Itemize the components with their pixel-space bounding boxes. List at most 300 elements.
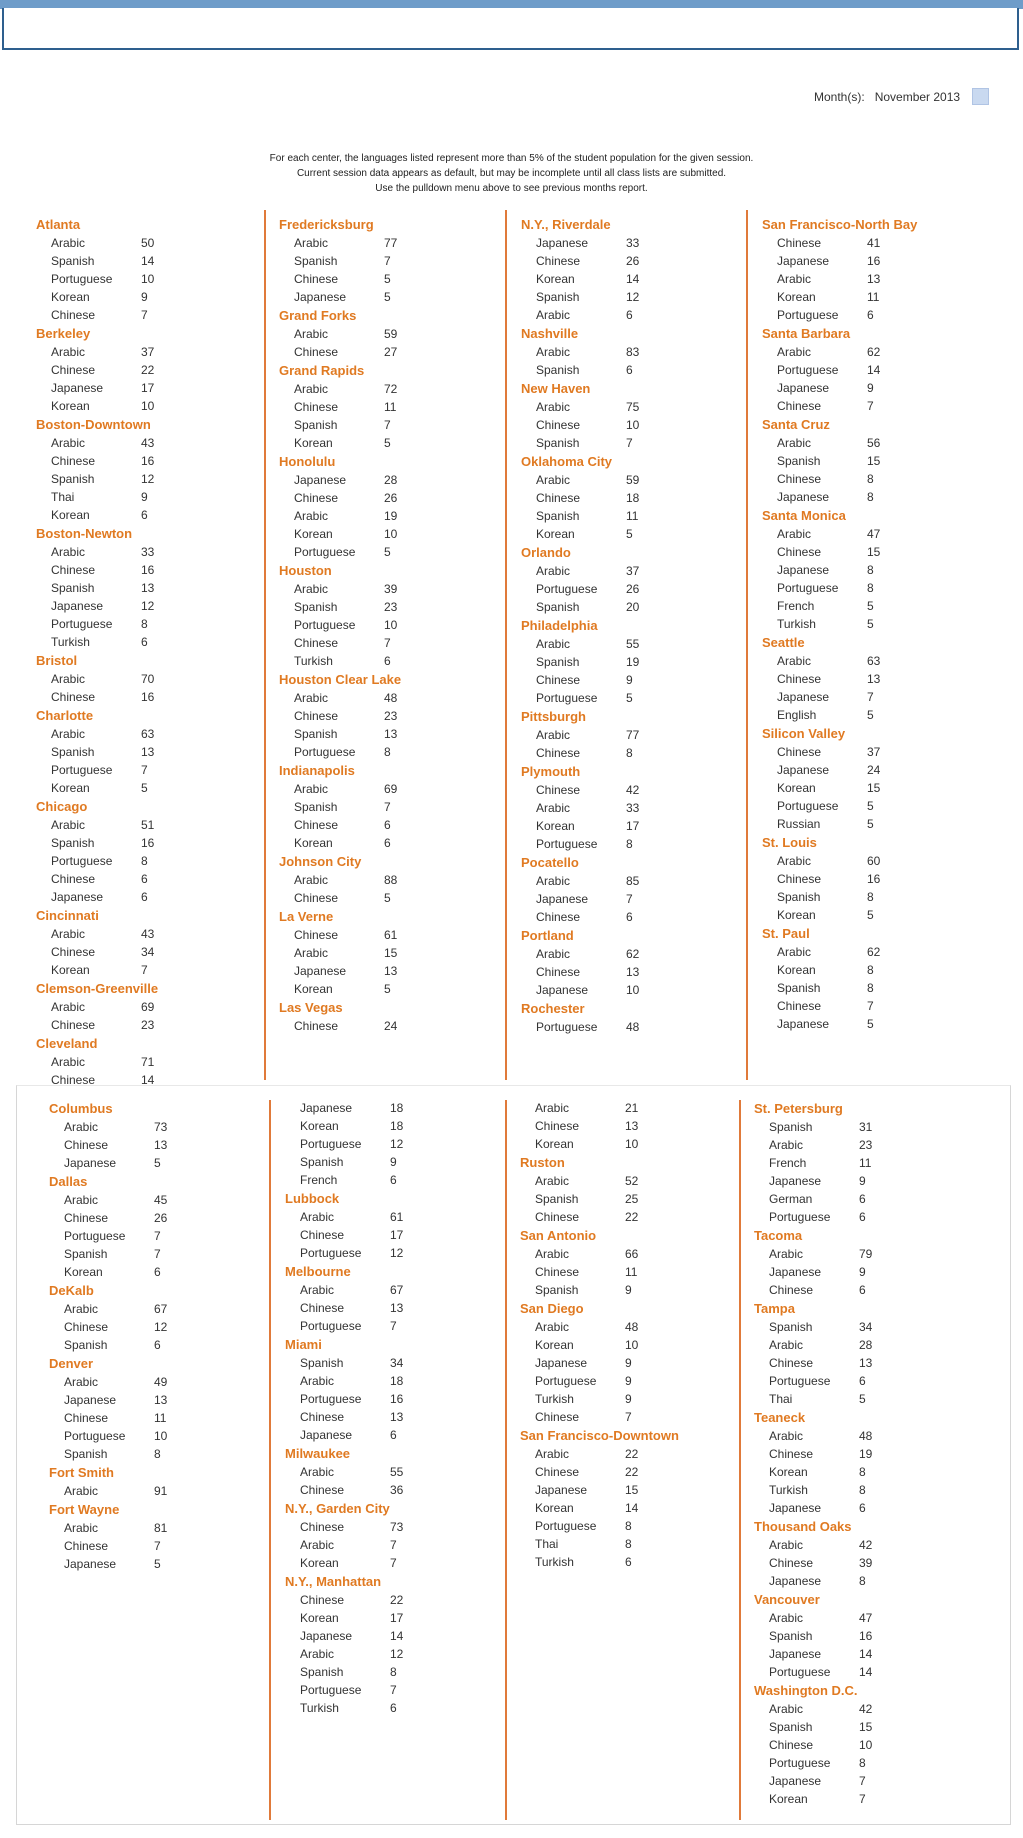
language-name: Portuguese [769,1374,831,1388]
language-name: Turkish [535,1392,574,1406]
center-block [762,415,982,506]
language-name: Arabic [536,345,571,359]
center-block [762,324,982,415]
language-row [762,561,982,579]
language-name: Chinese [51,690,96,704]
language-percent: 6 [867,308,874,322]
language-row [762,343,982,361]
language-row [754,1700,964,1718]
language-percent: 43 [141,927,155,941]
language-name: Portuguese [51,617,113,631]
language-row [49,1482,259,1500]
center-name: Orlando [521,545,571,560]
language-percent: 16 [867,254,881,268]
column-divider [739,1100,741,1820]
column-divider [746,210,748,1080]
note-line-3: Use the pulldown menu above to see previous months report. [375,183,648,194]
language-row [36,252,256,270]
language-name: Spanish [51,581,95,595]
language-name: Japanese [294,473,347,487]
language-percent: 88 [384,873,398,887]
center-block [754,1099,964,1226]
language-row [762,288,982,306]
center-name: San Francisco-North Bay [762,217,918,232]
center-name: Grand Forks [279,308,357,323]
language-name: Spanish [769,1320,813,1334]
language-row [762,888,982,906]
language-name: Arabic [536,473,571,487]
language-name: Chinese [294,928,339,942]
language-name: Japanese [536,983,589,997]
language-row [285,1171,495,1189]
language-percent: 13 [154,1393,168,1407]
language-row [279,1017,499,1035]
language-percent: 10 [154,1429,168,1443]
language-name: Arabic [294,236,329,250]
language-percent: 9 [141,490,148,504]
language-name: Turkish [300,1701,339,1715]
language-row [36,1016,256,1034]
language-percent: 8 [154,1447,161,1461]
language-row [521,306,741,324]
language-percent: 9 [625,1392,632,1406]
language-name: Arabic [294,382,329,396]
center-name: Fredericksburg [279,217,374,232]
center-block [279,306,499,361]
language-name: Japanese [777,1017,830,1031]
center-name: Chicago [36,799,88,814]
language-percent: 12 [390,1137,404,1151]
language-row [279,434,499,452]
language-name: Spanish [536,655,580,669]
language-percent: 11 [384,400,397,414]
language-row [521,343,741,361]
language-percent: 8 [626,837,633,851]
language-row [520,1190,730,1208]
language-row [762,779,982,797]
center-block [36,706,256,797]
language-name: Arabic [536,400,571,414]
note-line-1: For each center, the languages listed represent more than 5% of the student population for the given session. [269,153,754,164]
language-name: Arabic [535,1247,570,1261]
center-name: La Verne [279,909,334,924]
language-row [285,1354,495,1372]
language-percent: 26 [626,254,640,268]
language-percent: 39 [859,1556,873,1570]
language-percent: 13 [141,745,155,759]
language-name: Chinese [536,910,581,924]
language-percent: 16 [390,1392,404,1406]
language-name: Chinese [777,872,822,886]
language-percent: 6 [626,363,633,377]
language-row [754,1536,964,1554]
language-row [279,234,499,252]
language-name: Korean [51,399,90,413]
language-name: Arabic [294,873,329,887]
center-name: San Antonio [520,1228,597,1243]
language-name: Chinese [300,1483,345,1497]
language-name: Japanese [535,1483,588,1497]
language-row [49,1245,259,1263]
language-row [279,834,499,852]
column-4 [762,205,982,1080]
center-block [49,1463,259,1500]
language-row [521,471,741,489]
center-block [279,561,499,670]
language-percent: 6 [859,1374,866,1388]
language-percent: 6 [390,1173,397,1187]
language-percent: 6 [141,508,148,522]
language-name: Arabic [64,1375,99,1389]
language-percent: 79 [859,1247,873,1261]
language-percent: 12 [390,1647,404,1661]
language-name: Chinese [777,472,822,486]
center-block [36,324,256,415]
language-row [754,1718,964,1736]
language-row [520,1372,730,1390]
center-block [36,651,256,706]
language-name: Spanish [536,290,580,304]
language-percent: 5 [867,617,874,631]
language-row [36,779,256,797]
language-name: Portuguese [777,308,839,322]
language-name: Arabic [294,327,329,341]
column-divider [505,210,507,1080]
language-row [521,835,741,853]
language-name: Chinese [294,636,339,650]
language-percent: 5 [384,982,391,996]
language-name: Korean [51,963,90,977]
language-name: Arabic [535,1320,570,1334]
language-row [285,1299,495,1317]
language-percent: 91 [154,1484,168,1498]
language-name: Arabic [294,509,329,523]
center-block [762,924,982,1033]
language-percent: 5 [867,708,874,722]
language-name: Korean [64,1265,103,1279]
language-percent: 8 [859,1574,866,1588]
center-name: Charlotte [36,708,94,723]
language-row [762,961,982,979]
language-name: Arabic [777,345,812,359]
language-percent: 15 [625,1483,639,1497]
language-name: French [300,1173,338,1187]
center-block [520,1153,730,1226]
language-percent: 13 [626,965,640,979]
center-block [754,1681,964,1808]
language-row [49,1209,259,1227]
language-name: Spanish [536,436,580,450]
center-block [49,1281,259,1354]
language-percent: 7 [384,254,391,268]
language-percent: 33 [626,801,640,815]
language-percent: 7 [626,436,633,450]
language-percent: 13 [141,581,155,595]
language-percent: 9 [859,1265,866,1279]
language-percent: 11 [625,1265,638,1279]
language-percent: 77 [384,236,398,250]
language-row [521,252,741,270]
language-name: Chinese [300,1593,345,1607]
language-name: Turkish [294,654,333,668]
language-name: Spanish [51,745,95,759]
center-name: Johnson City [279,854,362,869]
language-percent: 81 [154,1521,168,1535]
report-section-1 [0,205,1023,1087]
language-name: Chinese [777,672,822,686]
language-row [520,1208,730,1226]
language-row [285,1591,495,1609]
month-dropdown-button[interactable] [972,88,989,105]
language-percent: 24 [867,763,881,777]
language-row [754,1663,964,1681]
language-name: Japanese [769,1501,822,1515]
language-percent: 10 [626,418,640,432]
language-name: German [769,1192,813,1206]
language-row [49,1318,259,1336]
language-name: Spanish [300,1356,344,1370]
language-row [762,306,982,324]
language-name: Arabic [535,1174,570,1188]
language-row [36,452,256,470]
language-row [279,471,499,489]
language-name: Korean [536,527,575,541]
center-block [521,215,741,324]
language-percent: 7 [384,418,391,432]
language-percent: 8 [867,981,874,995]
language-name: Turkish [777,617,816,631]
language-row [762,270,982,288]
language-percent: 9 [859,1174,866,1188]
language-percent: 12 [390,1246,404,1260]
language-row [285,1317,495,1335]
column-3 [521,205,741,1080]
language-row [285,1645,495,1663]
center-block [285,1189,495,1262]
language-name: Korean [300,1611,339,1625]
language-row [521,1018,741,1036]
language-name: Chinese [769,1283,814,1297]
center-block [521,926,741,999]
language-percent: 67 [390,1283,404,1297]
language-percent: 15 [867,545,881,559]
language-row [521,416,741,434]
language-percent: 48 [859,1429,873,1443]
language-percent: 10 [384,618,398,632]
language-name: Chinese [300,1520,345,1534]
language-percent: 55 [626,637,640,651]
language-name: Japanese [64,1156,117,1170]
language-row [285,1627,495,1645]
language-percent: 6 [141,635,148,649]
language-row [762,761,982,779]
language-percent: 18 [390,1374,404,1388]
language-row [279,889,499,907]
language-percent: 55 [390,1465,404,1479]
language-percent: 8 [141,617,148,631]
center-name: Nashville [521,326,579,341]
language-name: Chinese [294,345,339,359]
language-name: Korean [294,982,333,996]
language-percent: 10 [625,1338,639,1352]
language-name: Japanese [300,1101,353,1115]
language-row [762,379,982,397]
language-percent: 37 [626,564,640,578]
language-percent: 6 [390,1701,397,1715]
language-name: Portuguese [51,763,113,777]
center-name: New Haven [521,381,591,396]
language-percent: 9 [390,1155,397,1169]
center-name: Portland [521,928,574,943]
language-percent: 69 [141,1000,155,1014]
language-row [36,925,256,943]
language-percent: 6 [626,308,633,322]
language-row [521,489,741,507]
language-name: Korean [51,290,90,304]
language-row [762,597,982,615]
language-name: Chinese [769,1738,814,1752]
language-row [521,434,741,452]
language-name: Portuguese [64,1229,126,1243]
language-percent: 7 [867,690,874,704]
language-row [279,634,499,652]
language-percent: 59 [626,473,640,487]
language-name: Chinese [777,545,822,559]
language-percent: 28 [859,1338,873,1352]
language-name: Arabic [64,1484,99,1498]
language-row [36,543,256,561]
language-name: Arabic [769,1429,804,1443]
language-row [762,670,982,688]
language-percent: 48 [625,1320,639,1334]
language-row [279,980,499,998]
language-percent: 59 [384,327,398,341]
language-percent: 6 [154,1338,161,1352]
language-name: Arabic [51,1000,86,1014]
language-percent: 10 [384,527,398,541]
language-percent: 26 [384,491,398,505]
center-block [762,215,982,324]
language-row [754,1208,964,1226]
language-percent: 11 [867,290,880,304]
language-row [49,1118,259,1136]
center-block [521,853,741,926]
language-name: Arabic [769,1338,804,1352]
language-name: Arabic [51,818,86,832]
center-block [521,999,741,1036]
center-name: Philadelphia [521,618,598,633]
language-name: Arabic [300,1465,335,1479]
language-name: Chinese [535,1465,580,1479]
language-row [521,945,741,963]
language-percent: 27 [384,345,398,359]
language-percent: 6 [384,654,391,668]
language-percent: 12 [154,1320,168,1334]
center-name: Pittsburgh [521,709,586,724]
language-row [521,671,741,689]
language-name: Arabic [536,637,571,651]
language-row [279,780,499,798]
language-percent: 9 [626,673,633,687]
language-row [754,1772,964,1790]
language-name: Chinese [294,400,339,414]
language-name: Chinese [536,783,581,797]
language-percent: 12 [141,599,155,613]
language-percent: 7 [625,1410,632,1424]
language-row [279,652,499,670]
language-row [520,1463,730,1481]
language-percent: 7 [859,1774,866,1788]
language-percent: 19 [859,1447,873,1461]
column-2 [279,205,499,1080]
language-percent: 8 [867,472,874,486]
language-name: Thai [769,1392,793,1406]
language-percent: 62 [867,345,881,359]
center-name: Atlanta [36,217,81,232]
language-name: Chinese [64,1539,109,1553]
language-row [762,234,982,252]
language-name: Arabic [51,672,86,686]
center-name: Rochester [521,1001,585,1016]
language-name: Japanese [769,1174,822,1188]
language-name: Japanese [777,690,830,704]
language-row [762,470,982,488]
language-percent: 22 [141,363,155,377]
center-name: San Diego [520,1301,584,1316]
language-row [36,579,256,597]
language-name: Japanese [769,1265,822,1279]
language-name: Turkish [535,1555,574,1569]
language-row [36,834,256,852]
language-row [49,1227,259,1245]
language-percent: 6 [141,890,148,904]
language-name: Arabic [300,1283,335,1297]
language-percent: 5 [867,799,874,813]
language-name: Korean [294,527,333,541]
language-name: Arabic [51,236,86,250]
language-row [36,943,256,961]
language-percent: 18 [390,1101,404,1115]
language-percent: 16 [141,690,155,704]
language-percent: 22 [625,1465,639,1479]
language-row [279,325,499,343]
language-row [36,234,256,252]
language-percent: 13 [154,1138,168,1152]
language-row [279,543,499,561]
language-percent: 23 [384,600,398,614]
language-name: Korean [769,1792,808,1806]
language-percent: 9 [141,290,148,304]
language-row [521,234,741,252]
language-name: Arabic [51,927,86,941]
column-1 [49,1085,259,1820]
center-name: Oklahoma City [521,454,613,469]
language-row [279,598,499,616]
language-percent: 18 [626,491,640,505]
language-row [754,1499,964,1517]
language-row [49,1263,259,1281]
language-percent: 6 [626,910,633,924]
language-name: Portuguese [769,1210,831,1224]
language-row [279,416,499,434]
language-name: Chinese [51,1073,96,1087]
language-name: Chinese [294,891,339,905]
center-block [49,1099,259,1172]
language-row [521,872,741,890]
language-percent: 5 [141,781,148,795]
language-row [279,343,499,361]
language-name: French [777,599,815,613]
